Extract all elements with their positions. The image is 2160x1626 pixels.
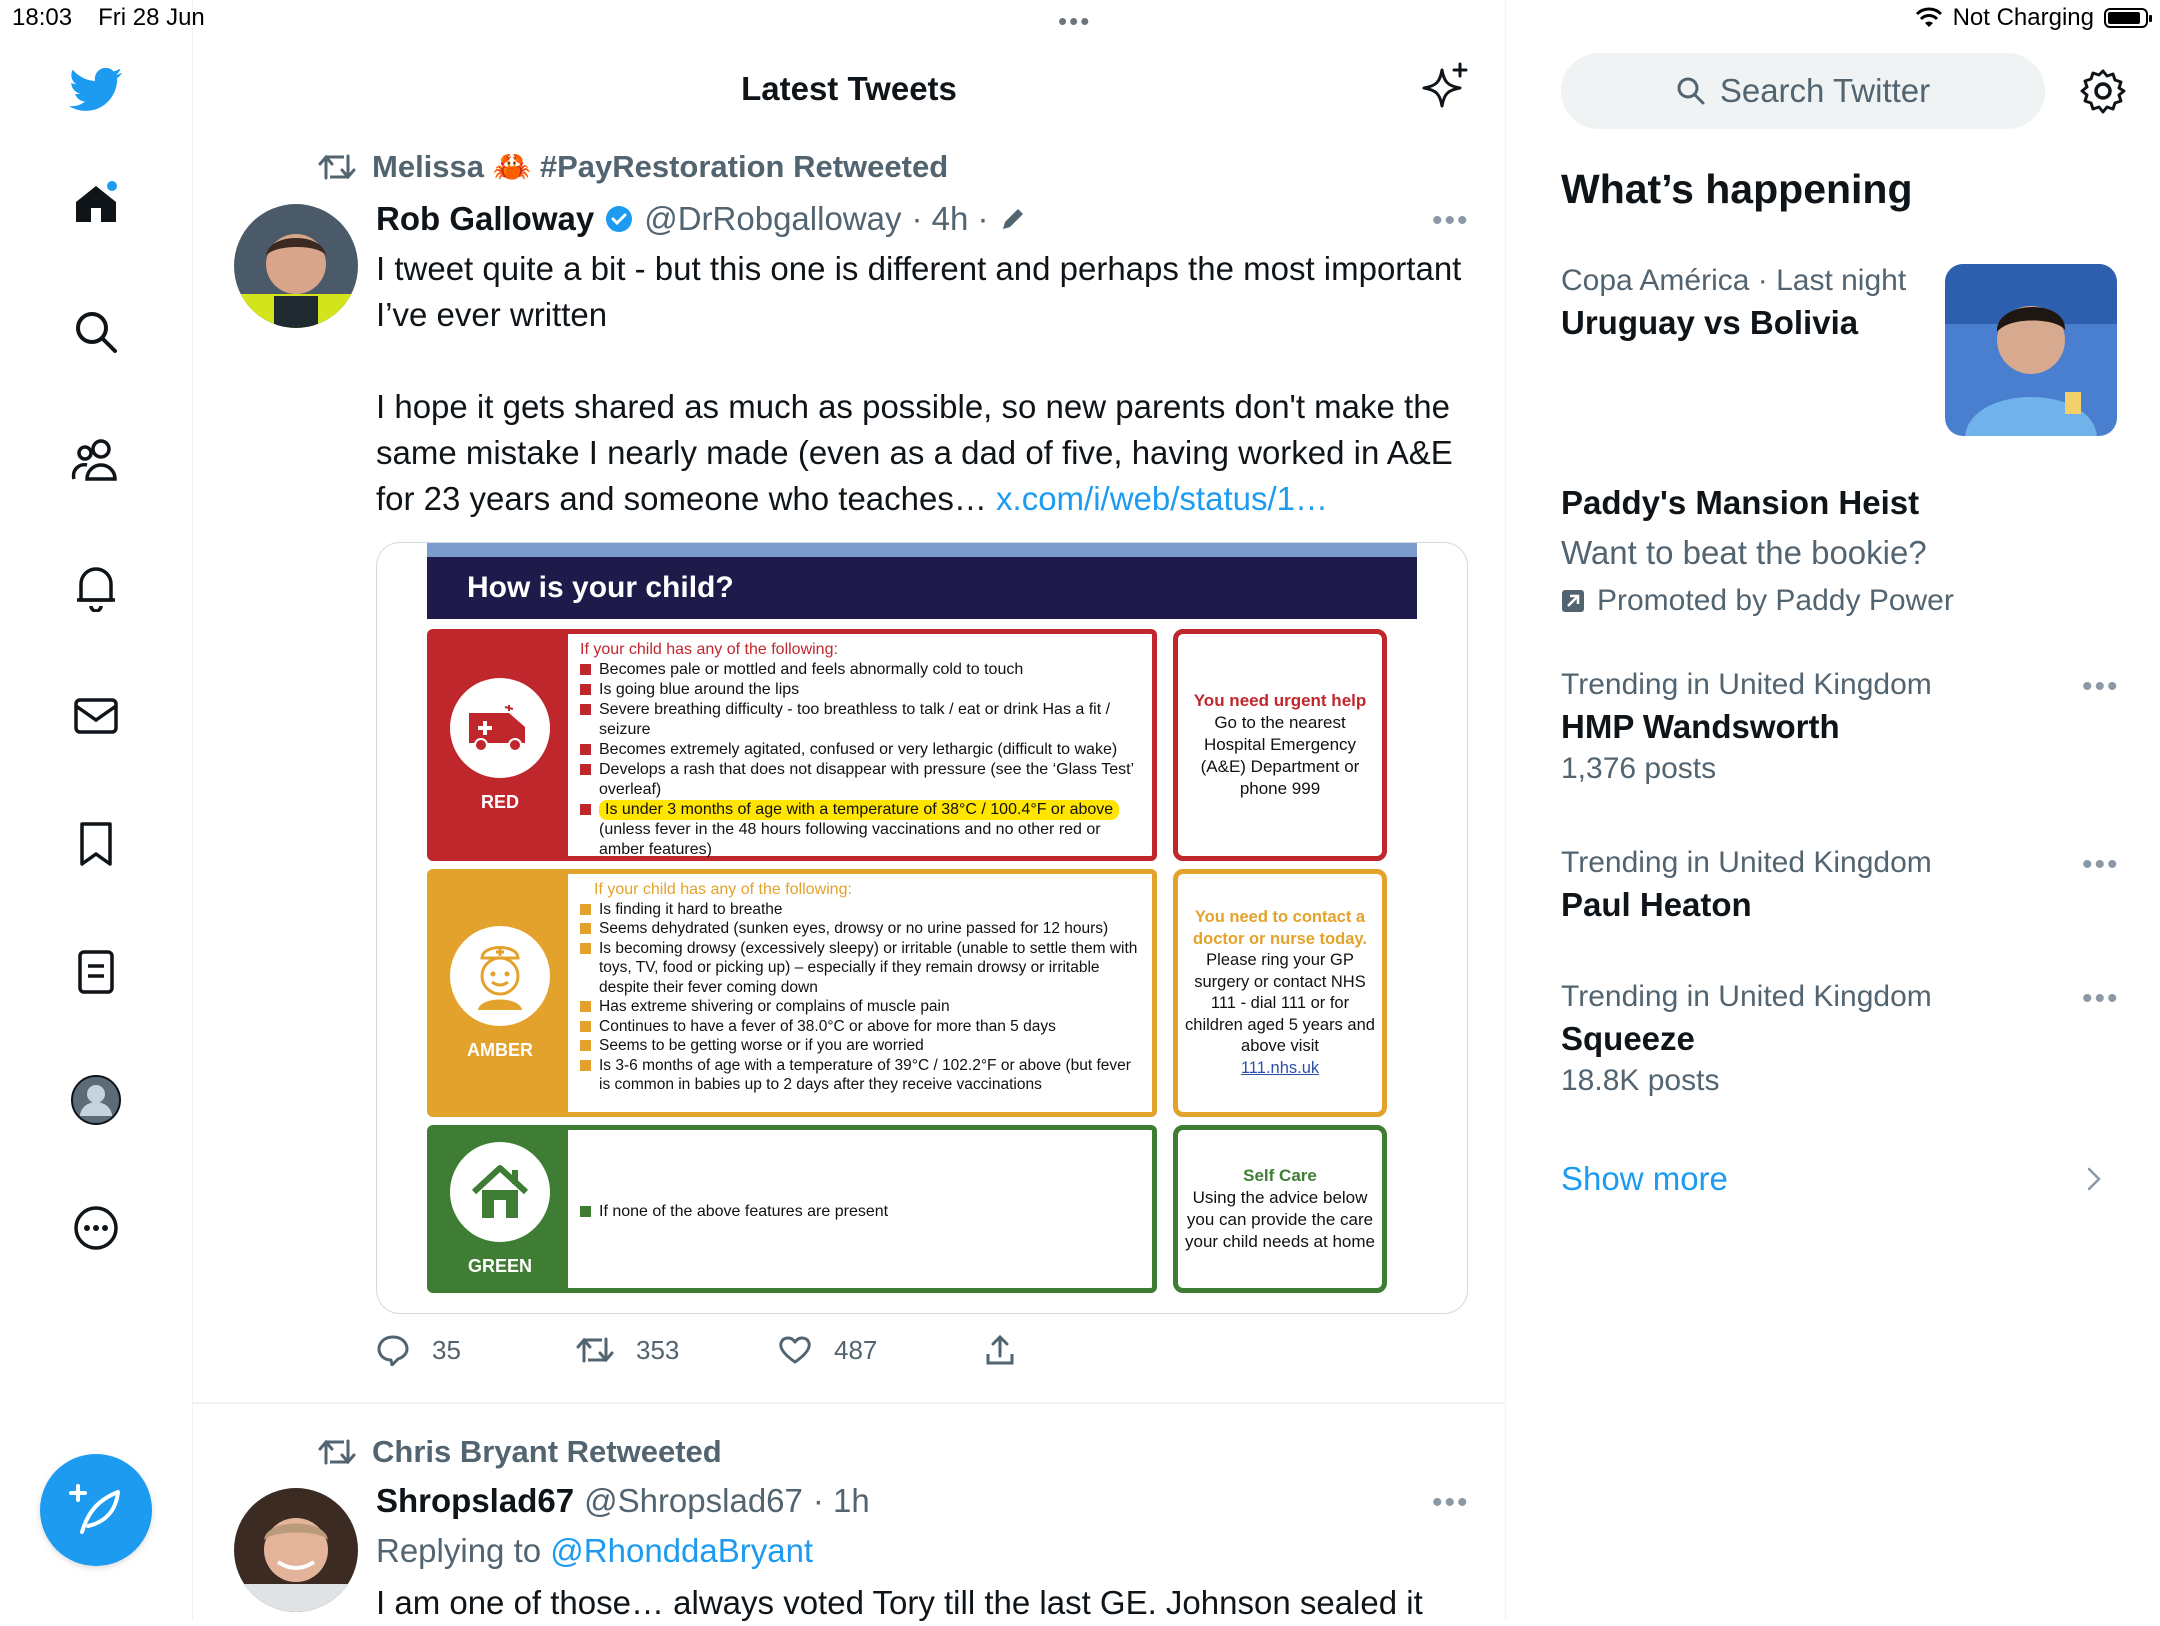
green-label-text: GREEN <box>467 1255 532 1276</box>
green-symptom-list <box>568 1130 1152 1288</box>
replying-to-handle[interactable]: @RhonddaBryant <box>550 1532 814 1569</box>
red-intro: If your child has any of the following: <box>580 641 838 658</box>
trend-title: HMP Wandsworth <box>1561 708 1840 745</box>
retweet-count: 353 <box>636 1334 680 1365</box>
communities-icon <box>71 437 121 483</box>
trend-more-button[interactable]: ••• <box>2082 670 2120 703</box>
search-placeholder: Search Twitter <box>1719 72 1931 109</box>
status-date: Fri 28 Jun <box>98 4 205 31</box>
tweet-text-paragraph-2-body: I hope it gets shared as much as possible, so new parents don't make the same mistake I nearly made (even as a dad of five, having worked in A&E for 23 years and someone who teaches… <box>376 388 1453 517</box>
profile-icon <box>70 1074 122 1126</box>
status-bar-right <box>1915 4 2148 32</box>
bookmark-icon <box>76 820 116 868</box>
tweet-text <box>376 246 1471 522</box>
red-item-text: Becomes pale or mottled and feels abnormally cold to touch <box>599 661 1024 678</box>
red-highlight-note: (unless fever in the 48 hours following vaccinations and no other red or amber features) <box>599 821 1101 858</box>
like-count: 487 <box>834 1334 878 1365</box>
amber-item <box>580 900 1144 920</box>
nav-messages[interactable] <box>66 686 126 746</box>
red-band <box>427 629 1157 861</box>
tweet-actions <box>376 1334 1016 1366</box>
multitasking-dots[interactable]: ••• <box>1058 6 1092 36</box>
amber-item <box>580 1036 1144 1056</box>
tweet-more-button[interactable]: ••• <box>1432 204 1470 237</box>
amber-advice-text: Please ring your GP surgery or contact NHS 111 - dial 111 or for children aged 5 years and above visit <box>1185 951 1375 1055</box>
promoted-icon <box>1561 589 1585 613</box>
reply-count: 35 <box>432 1334 461 1365</box>
amber-item <box>580 997 1144 1017</box>
tweet-header <box>376 200 1027 238</box>
red-item <box>580 660 1144 680</box>
search-input[interactable] <box>1561 53 2045 129</box>
promoted-text: Promoted by Paddy Power <box>1597 584 1954 617</box>
reply-button[interactable] <box>376 1334 576 1366</box>
trend-item[interactable] <box>1561 668 1932 786</box>
amber-item <box>580 1056 1144 1095</box>
red-advice-head: You need urgent help <box>1193 691 1367 710</box>
nurse-icon <box>450 926 550 1026</box>
nav-lists[interactable] <box>66 942 126 1002</box>
trend-item[interactable] <box>1561 980 1932 1098</box>
search-icon <box>73 309 119 355</box>
trend-subtitle: Want to beat the bookie? <box>1561 534 1927 571</box>
nav-explore[interactable] <box>66 302 126 362</box>
trend-more-button[interactable]: ••• <box>2082 848 2120 881</box>
nav-profile[interactable] <box>66 1070 126 1130</box>
red-highlight-text: Is under 3 months of age with a temperature of 38°C / 100.4°F or above <box>599 800 1119 820</box>
poster-top-strip <box>427 543 1417 557</box>
trend-title: Uruguay vs Bolivia <box>1561 304 1859 341</box>
trend-meta: Trending in United Kingdom <box>1561 668 1932 701</box>
sparkle-icon[interactable] <box>1420 62 1470 112</box>
amber-item-text: Is becoming drowsy (excessively sleepy) or irritable (unable to settle them with toys, TV, food or picking up) – especially if they remain drowsy or irritable despite their fever coming down <box>599 939 1138 996</box>
green-advice-box <box>1173 1125 1387 1293</box>
red-item <box>580 680 1144 700</box>
green-item-text: If none of the above features are present <box>599 1203 889 1220</box>
list-icon <box>76 948 116 996</box>
amber-band <box>427 869 1157 1117</box>
avatar[interactable] <box>234 1488 358 1612</box>
red-advice-text: Go to the nearest Hospital Emergency (A&E) Department or phone 999 <box>1200 713 1360 798</box>
status-time: 18:03 <box>12 4 73 31</box>
amber-advice-box <box>1173 869 1387 1117</box>
tweet-time: · 4h · <box>911 200 989 237</box>
tweet-text-paragraph-1: I tweet quite a bit - but this one is different and perhaps the most important I’ve ever written <box>376 250 1462 333</box>
replying-to-line <box>376 1528 813 1574</box>
trend-item[interactable] <box>1561 264 1906 342</box>
like-button[interactable] <box>778 1335 984 1366</box>
trend-title: Paul Heaton <box>1561 886 1752 923</box>
nav-notifications[interactable] <box>66 558 126 618</box>
green-advice-text: Using the advice below you can provide the care your child needs at home <box>1185 1188 1375 1251</box>
trend-more-button[interactable]: ••• <box>2082 982 2120 1015</box>
tweet-link[interactable]: x.com/i/web/status/1… <box>996 480 1328 517</box>
red-item <box>580 700 1144 740</box>
amber-item <box>580 919 1144 939</box>
trend-meta: Trending in United Kingdom <box>1561 846 1932 879</box>
retweet-context[interactable] <box>318 148 948 185</box>
poster-title: How is your child? <box>427 557 1417 619</box>
more-circle-icon <box>72 1204 120 1252</box>
home-icon <box>72 180 120 228</box>
author-name[interactable]: Shropslad67 <box>376 1482 575 1519</box>
verified-badge-icon <box>604 204 634 234</box>
twitter-logo-icon[interactable] <box>66 60 126 120</box>
page-title: Latest Tweets <box>741 70 957 107</box>
author-handle[interactable]: @Shropslad67 <box>584 1482 803 1519</box>
retweet-button[interactable] <box>576 1335 778 1366</box>
nav-communities[interactable] <box>66 430 126 490</box>
tweet-more-button[interactable]: ••• <box>1432 1486 1470 1519</box>
house-icon <box>450 1142 550 1242</box>
red-item-text: Is going blue around the lips <box>599 681 800 698</box>
red-item <box>580 740 1144 760</box>
green-band <box>427 1125 1157 1293</box>
feather-plus-icon <box>68 1482 124 1538</box>
green-band-label <box>432 1130 568 1288</box>
replying-prefix: Replying to <box>376 1532 542 1569</box>
red-item-text: Severe breathing difficulty - too breathless to talk / eat or drink Has a fit / seizure <box>599 701 1111 738</box>
amber-item-text: Seems to be getting worse or if you are worried <box>599 1037 924 1054</box>
amber-item-text: Seems dehydrated (sunken eyes, drowsy or no urine passed for 12 hours) <box>599 920 1109 937</box>
red-advice-box <box>1173 629 1387 861</box>
tweet-text: I am one of those… always voted Tory till the last GE. Johnson sealed it <box>376 1584 1423 1621</box>
amber-item <box>580 939 1144 998</box>
bell-icon <box>73 564 119 612</box>
chevron-right-icon[interactable] <box>2086 1166 2102 1192</box>
trend-item[interactable] <box>1561 846 1932 924</box>
tweet-header <box>376 1482 870 1520</box>
retweet-context[interactable] <box>318 1434 722 1470</box>
tweet-media-image[interactable] <box>376 542 1468 1314</box>
green-advice-head: Self Care <box>1243 1166 1317 1185</box>
retweet-icon <box>318 1437 356 1467</box>
search-icon <box>1676 76 1706 106</box>
nav-home[interactable] <box>66 174 126 234</box>
retweet-icon <box>576 1335 614 1365</box>
red-band-label <box>432 634 568 856</box>
green-item <box>580 1202 888 1222</box>
trend-title: Squeeze <box>1561 1020 1695 1057</box>
author-handle[interactable]: @DrRobgalloway <box>644 200 902 237</box>
amber-item-text: Is 3-6 months of age with a temperature of 39°C / 102.2°F or above (but fever is common in babies up to 2 days after they receive vaccinations <box>599 1056 1131 1093</box>
retweet-context-text: Melissa 🦀 #PayRestoration Retweeted <box>372 149 949 184</box>
amber-advice-link: 111.nhs.uk <box>1240 1058 1320 1077</box>
charging-status: Not Charging <box>1952 4 2094 31</box>
avatar[interactable] <box>234 204 358 328</box>
red-item <box>580 760 1144 800</box>
trend-post-count: 18.8K posts <box>1561 1064 1720 1097</box>
tweet-time: · 1h <box>812 1482 870 1519</box>
trend-title: Paddy's Mansion Heist <box>1561 484 1920 521</box>
whats-happening-title: What’s happening <box>1561 166 1913 212</box>
battery-icon <box>2104 8 2148 28</box>
retweet-context-text: Chris Bryant Retweeted <box>372 1434 722 1469</box>
amber-item <box>580 1017 1144 1037</box>
trend-post-count: 1,376 posts <box>1561 752 1717 785</box>
amber-intro: If your child has any of the following: <box>594 881 852 898</box>
trend-meta: Trending in United Kingdom <box>1561 980 1932 1013</box>
trend-thumbnail[interactable] <box>1945 264 2117 436</box>
wifi-icon <box>1915 7 1943 29</box>
amber-item-text: Continues to have a fever of 38.0°C or above for more than 5 days <box>599 1017 1056 1035</box>
nav-more[interactable] <box>66 1198 126 1258</box>
red-label-text: RED <box>480 791 519 812</box>
amber-item-text: Has extreme shivering or complains of muscle pain <box>599 998 950 1015</box>
trend-item-promoted[interactable] <box>1561 484 1954 618</box>
reply-icon <box>376 1334 410 1366</box>
red-item-text: Develops a rash that does not disappear with pressure (see the ‘Glass Test’ overleaf) <box>599 761 1134 798</box>
amber-advice-head: You need to contact a doctor or nurse today. <box>1193 908 1367 948</box>
tweet-divider <box>193 1402 1505 1404</box>
red-item-highlight <box>580 800 1144 820</box>
amber-item-text: Is finding it hard to breathe <box>599 900 783 918</box>
tweet-text-paragraph-2 <box>376 384 1471 522</box>
envelope-icon <box>73 696 119 736</box>
left-navigation <box>0 0 193 1620</box>
show-more-link[interactable]: Show more <box>1561 1160 1728 1197</box>
ambulance-icon <box>450 678 550 778</box>
nav-bookmarks[interactable] <box>66 814 126 874</box>
share-button[interactable] <box>984 1334 1016 1366</box>
battery-level <box>2108 12 2140 24</box>
trend-meta: Copa América · Last night <box>1561 264 1907 297</box>
red-symptom-list <box>568 634 1152 860</box>
heart-icon <box>778 1335 812 1365</box>
retweet-icon <box>318 152 356 182</box>
edited-pencil-icon[interactable] <box>999 205 1027 233</box>
compose-tweet-button[interactable] <box>40 1454 152 1566</box>
amber-band-label <box>432 874 568 1112</box>
settings-gear-icon[interactable] <box>2080 68 2126 114</box>
promoted-line <box>1561 584 1954 618</box>
amber-symptom-list <box>568 874 1152 1095</box>
author-name[interactable]: Rob Galloway <box>376 200 595 237</box>
amber-label-text: AMBER <box>467 1039 533 1060</box>
share-icon <box>984 1334 1016 1366</box>
red-item-text: Becomes extremely agitated, confused or very lethargic (difficult to wake) <box>599 741 1118 758</box>
